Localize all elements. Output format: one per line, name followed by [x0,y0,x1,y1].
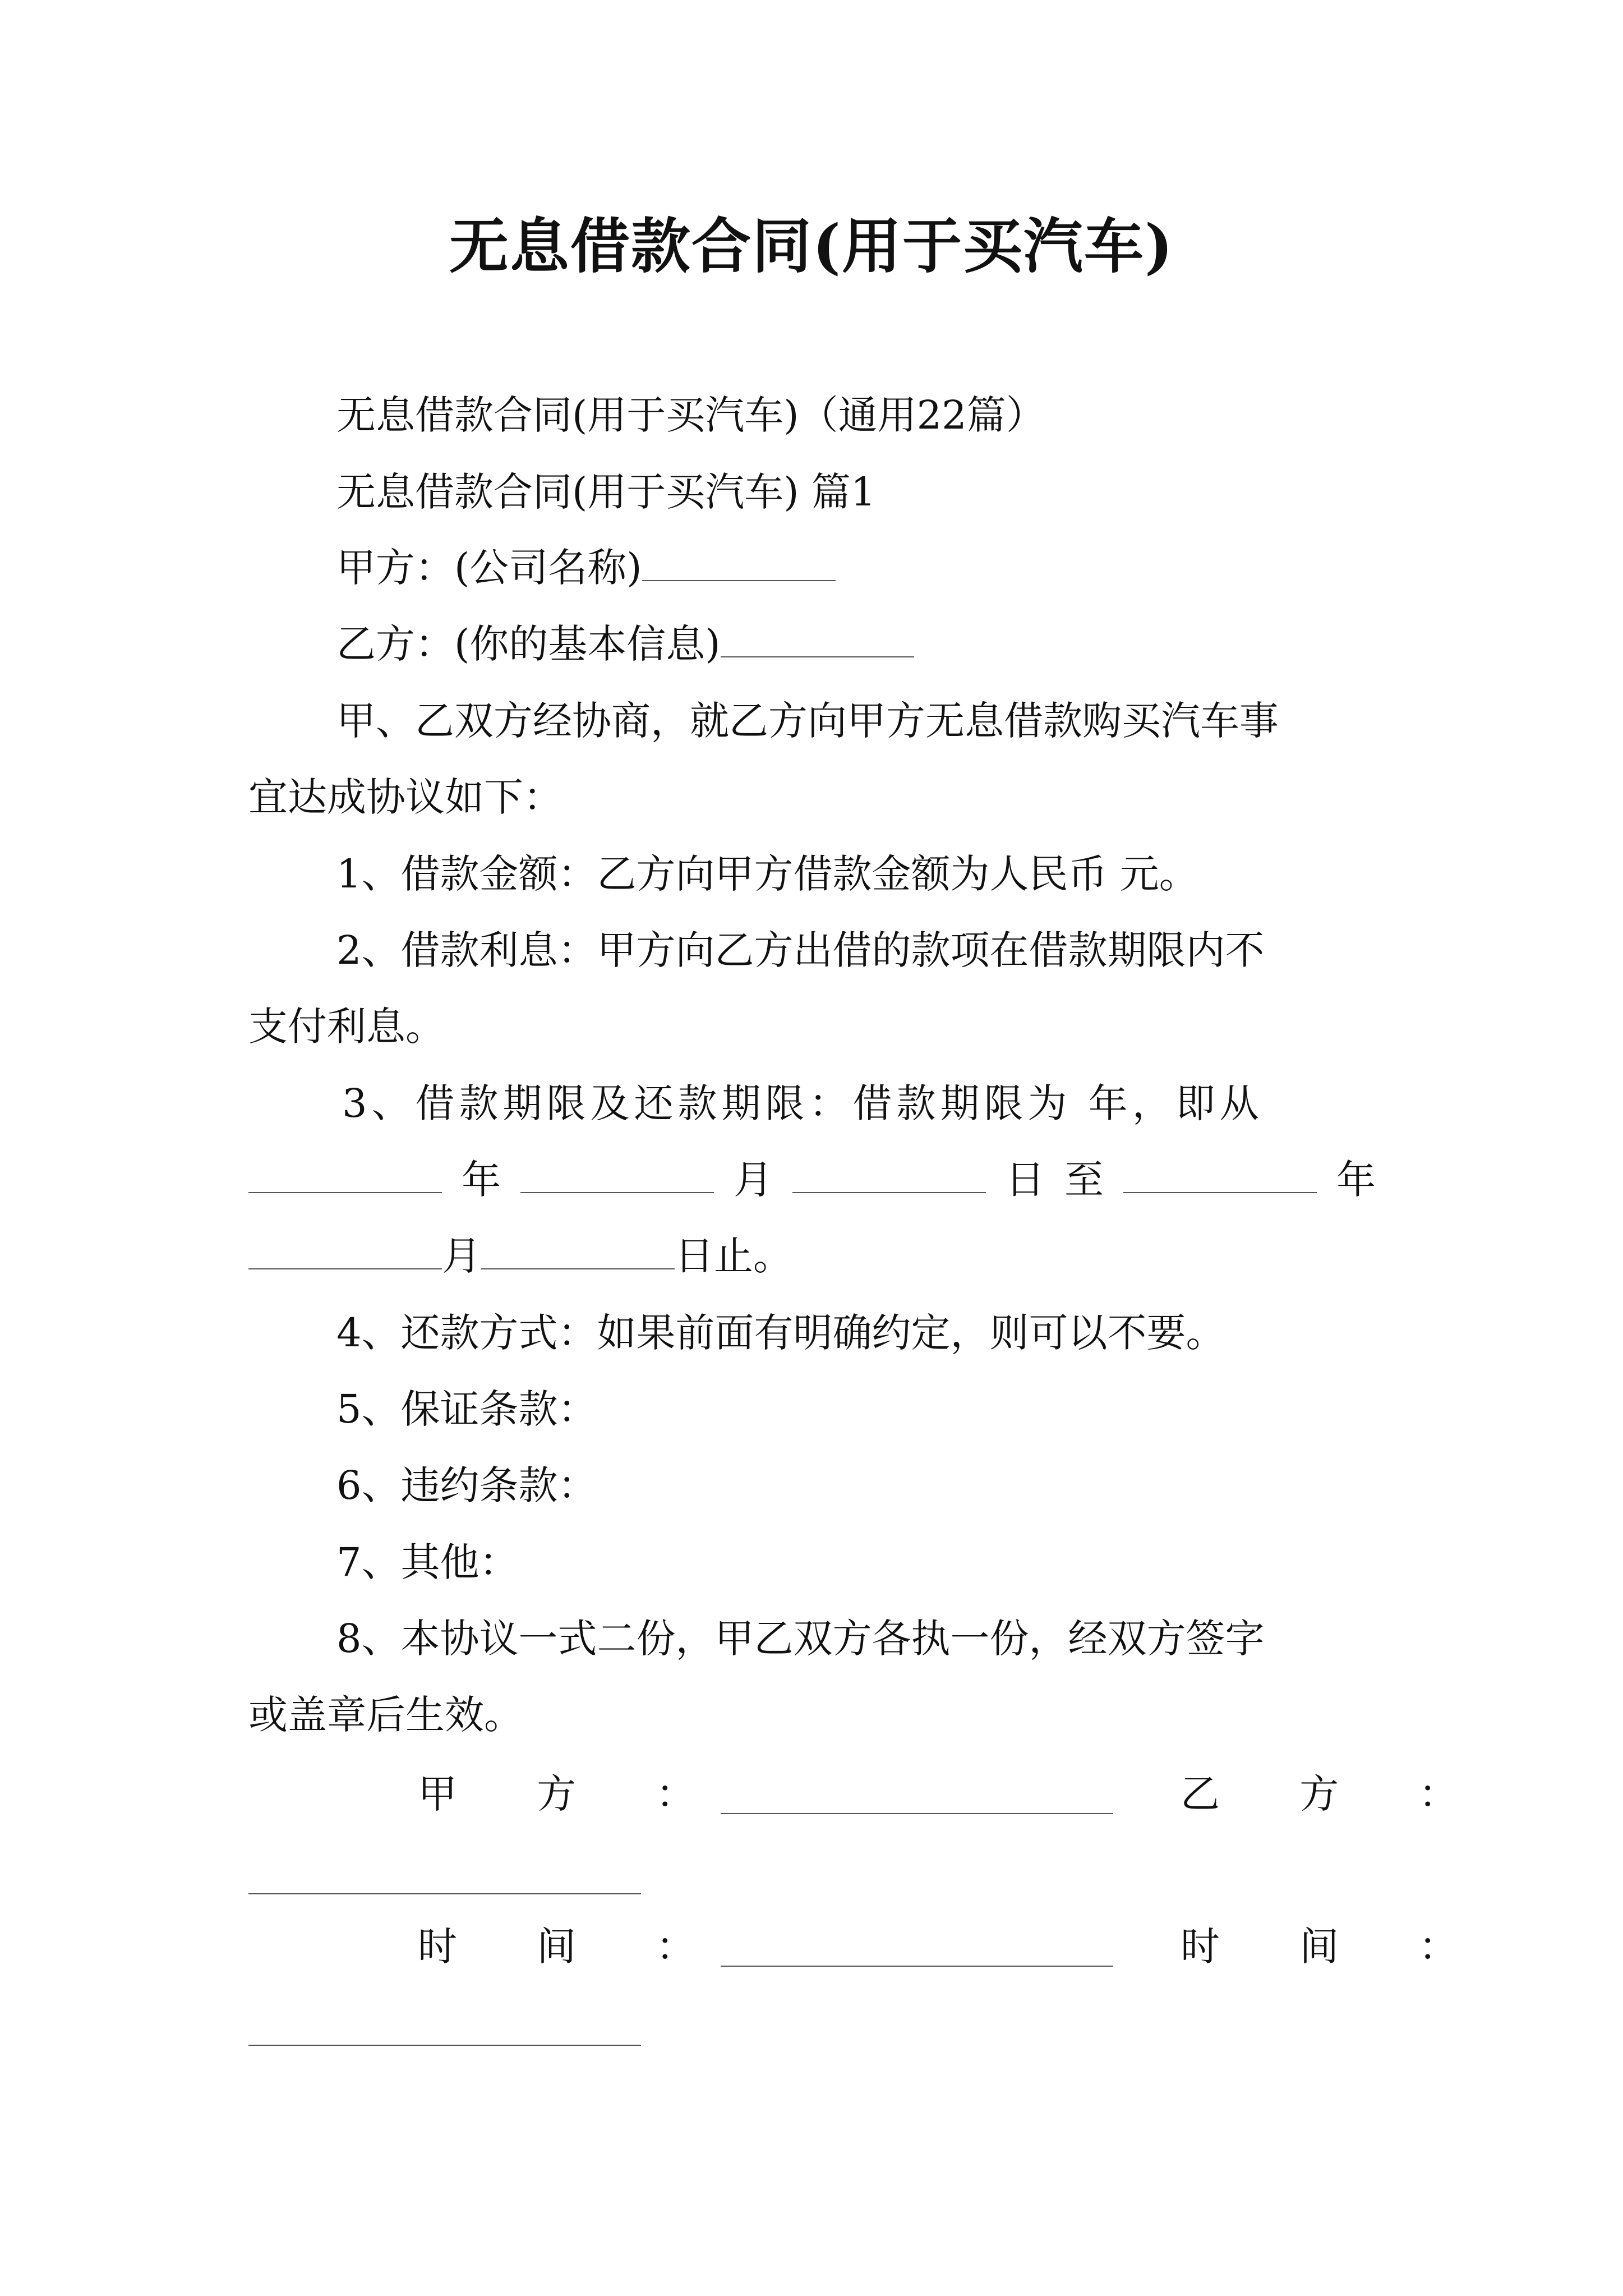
clause-8-line-2: 或盖章后生效。 [248,1692,523,1738]
end-day-blank [481,1235,675,1269]
clause-3-line-1: 3、借款期限及还款期限：借款期限为 年，即从 [342,1080,1264,1126]
end-month-blank [248,1235,442,1269]
end-year-blank [1123,1158,1317,1193]
clause-8-line-1: 8、本协议一式二份，甲乙双方各执一份，经双方签字 [336,1616,1265,1662]
clause-2-line-2: 支付利息。 [248,1004,445,1050]
clause-1: 1、借款金额：乙方向甲方借款金额为人民币 元。 [336,851,1198,897]
sign-party-a-blank [721,1813,1113,1814]
clause-5: 5、保证条款： [336,1386,597,1432]
time-party-a-label: 时 间 ： [418,1924,729,1970]
time-party-a-blank [721,1966,1113,1967]
to-label: 至 [1064,1157,1104,1203]
end-day-label: 日止。 [675,1233,792,1279]
start-year-blank [248,1158,442,1193]
clause-4: 4、还款方式：如果前面有明确约定，则可以不要。 [336,1310,1225,1356]
start-day-label: 日 [1006,1157,1045,1203]
party-a-text: 甲方：(公司名称) [336,545,642,591]
end-year-label: 年 [1336,1157,1376,1203]
chapter-heading: 无息借款合同(用于买汽车) 篇1 [336,469,876,515]
clause-3-date-line [248,1157,1376,1202]
intro-line-2: 宜达成协议如下： [248,774,562,820]
clause-7: 7、其他： [336,1539,519,1585]
sign-party-a-label: 甲 方 ： [418,1771,729,1817]
clause-3-line-3 [248,1234,792,1278]
sign-party-b-blank [248,1893,641,1894]
start-day-blank [792,1158,986,1193]
sign-party-b-label: 乙 方 ： [1181,1771,1492,1817]
party-b-blank [721,623,914,657]
document-subtitle: 无息借款合同(用于买汽车)（通用22篇） [336,392,1045,438]
clause-2-line-1: 2、借款利息：甲方向乙方出借的款项在借款期限内不 [336,927,1265,973]
end-month-label: 月 [442,1233,481,1279]
start-month-blank [520,1158,714,1193]
party-b-text: 乙方：(你的基本信息) [336,621,721,667]
start-month-label: 月 [734,1157,773,1203]
intro-line-1: 甲、乙双方经协商，就乙方向甲方无息借款购买汽车事 [336,698,1279,744]
party-a-blank [642,546,836,581]
party-a-line [336,545,836,590]
time-party-b-blank [248,2045,641,2046]
document-title: 无息借款合同(用于买汽车) [449,211,1174,281]
start-year-label: 年 [462,1157,501,1203]
clause-6: 6、违约条款： [336,1462,597,1508]
party-b-line [336,622,914,666]
time-party-b-label: 时 间 ： [1181,1924,1492,1970]
